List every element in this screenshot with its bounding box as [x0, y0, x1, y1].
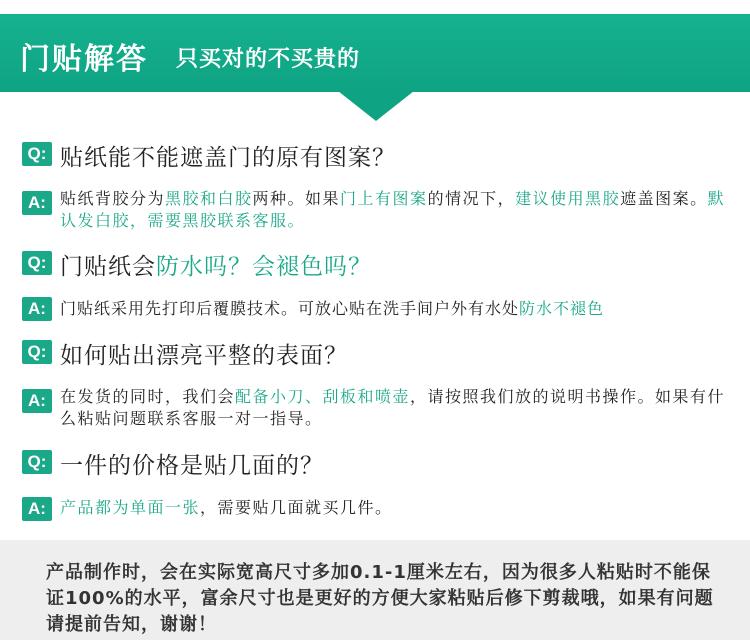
header-banner — [0, 14, 750, 92]
answer-4 — [60, 497, 730, 519]
question-3 — [60, 337, 348, 370]
answer-3-highlight: 配备小刀、刮板和喷壶 — [235, 387, 411, 406]
answer-1-part-4: 遮盖图案。 — [620, 189, 708, 208]
answer-1-highlight-3: 建议使用黑胶 — [515, 189, 621, 208]
question-4 — [60, 447, 324, 480]
question-4-text: 一件的价格是贴几面的？ — [60, 453, 324, 479]
question-badge-3: Q: — [22, 340, 52, 364]
answer-3-part-1: 在发货的同时，我们会 — [60, 387, 236, 406]
question-badge-1: Q: — [22, 142, 52, 166]
answer-3-part-2: ，请按照我们放的说明书操作。如果有什么粘贴问题联系客服一对一指导。 — [60, 387, 726, 428]
banner-subtitle: 只买对的不买贵的 — [176, 47, 361, 72]
answer-3 — [60, 386, 730, 430]
question-1-text: 贴纸能不能遮盖门的原有图案？ — [60, 145, 396, 171]
answer-1-highlight-1: 黑胶和白胶 — [165, 189, 253, 208]
answer-2-part-1: 门贴纸采用先打印后覆膜技术。可放心贴在洗手间户外有水处 — [60, 299, 520, 318]
question-1 — [60, 139, 396, 172]
question-3-text: 如何贴出漂亮平整的表面？ — [60, 343, 348, 369]
answer-badge-1: A: — [22, 191, 52, 215]
answer-1-part-1: 贴纸背胶分为 — [60, 189, 166, 208]
answer-badge-3: A: — [22, 389, 52, 413]
footer-text: 产品制作时，会在实际宽高尺寸多加0.1-1厘米左右，因为很多人粘贴时不能保证100%的水平，富余尺寸也是更好的方便大家粘贴后修下剪裁哦，如果有问题请提前告知，谢谢！ — [46, 562, 714, 635]
question-2 — [60, 248, 372, 281]
answer-badge-4: A: — [22, 497, 52, 521]
answer-4-part-1: ，需要贴几面就买几件。 — [200, 498, 393, 517]
question-badge-2: Q: — [22, 251, 52, 275]
answer-1-part-3: 的情况下， — [427, 189, 516, 208]
answer-1-highlight-4: 默认发白胶，需要黑胶联系客服。 — [60, 189, 726, 230]
question-badge-4: Q: — [22, 450, 52, 474]
banner-pointer — [338, 91, 414, 121]
banner-title: 门贴解答 — [20, 42, 148, 77]
answer-2 — [60, 298, 750, 320]
footer-note — [0, 540, 750, 640]
answer-1 — [60, 188, 730, 232]
question-2-part-1: 门贴纸会 — [60, 254, 156, 280]
answer-4-highlight: 产品都为单面一张 — [60, 498, 201, 517]
question-2-highlight: 防水吗？会褪色吗？ — [156, 254, 372, 280]
answer-1-part-2: 两种。如果 — [252, 189, 341, 208]
answer-2-highlight: 防水不褪色 — [519, 299, 605, 318]
answer-1-highlight-2: 门上有图案 — [340, 189, 428, 208]
answer-badge-2: A: — [22, 297, 52, 321]
